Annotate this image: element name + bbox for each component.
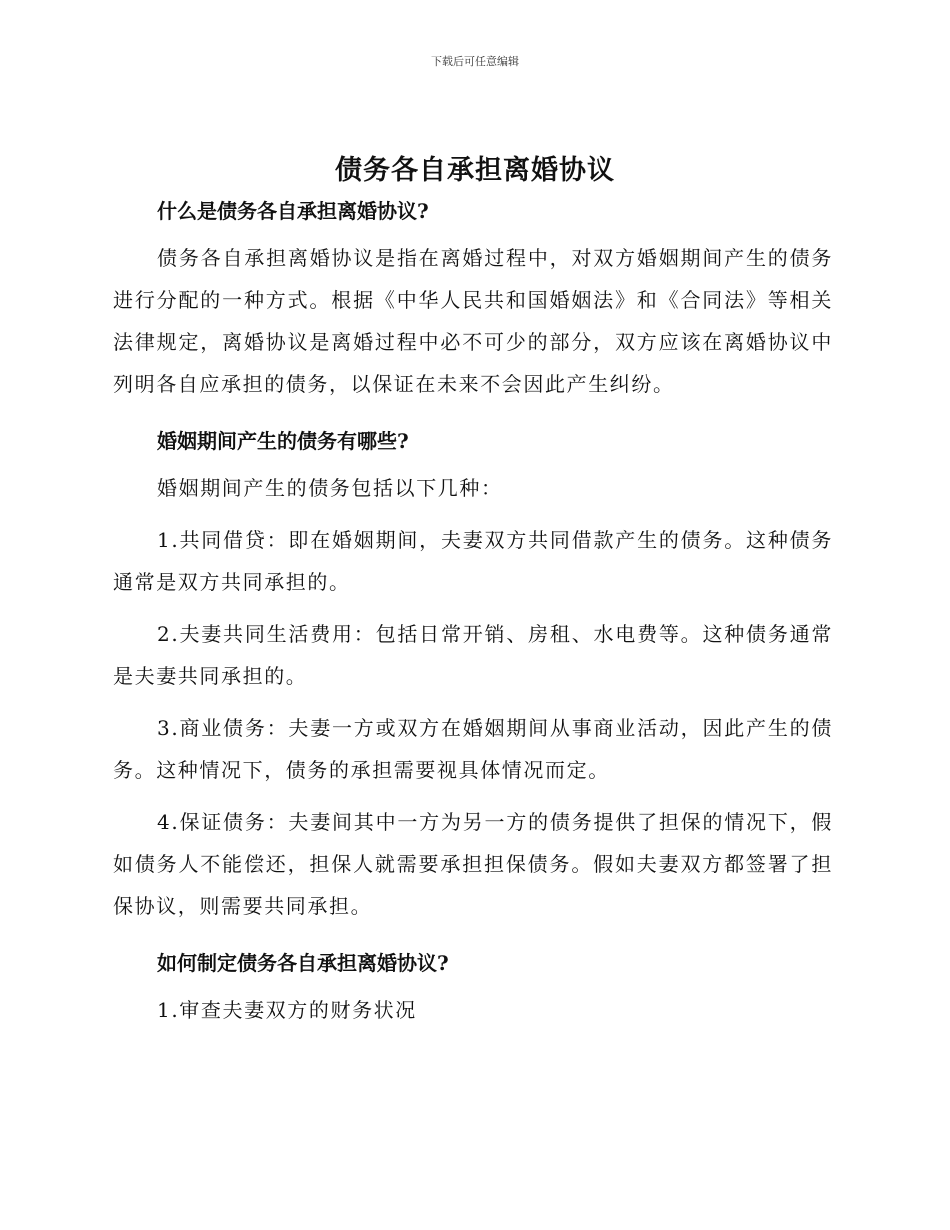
paragraph: 婚姻期间产生的债务包括以下几种： [157,476,503,500]
paragraph: 债务各自承担离婚协议是指在离婚过程中，对双方婚姻期间产生的债务进行分配的一种方式。根据《中华人民共和国婚姻法》和《合同法》等相关法律规定，离婚协议是离婚过程中必不可少的部分，双方应该在离婚协议中列明各自应承担的债务，以保证在未来不会因此产生纠纷。 [113,246,833,396]
running-header: 下载后可任意编辑 [431,55,519,68]
section-heading: 如何制定债务各自承担离婚协议? [157,951,449,975]
document-body [113,195,833,1031]
section-heading: 什么是债务各自承担离婚协议? [157,199,429,223]
list-item: 3.商业债务：夫妻一方或双方在婚姻期间从事商业活动，因此产生的债务。这种情况下，债务的承担需要视具体情况而定。 [113,716,833,782]
list-item: 1.共同借贷：即在婚姻期间，夫妻双方共同借款产生的债务。这种债务通常是双方共同承担的。 [113,528,833,594]
list-item: 4.保证债务：夫妻间其中一方为另一方的债务提供了担保的情况下，假如债务人不能偿还，担保人就需要承担担保债务。假如夫妻双方都签署了担保协议，则需要共同承担。 [113,810,833,918]
section-heading: 婚姻期间产生的债务有哪些? [157,429,409,453]
list-item: 2.夫妻共同生活费用：包括日常开销、房租、水电费等。这种债务通常是夫妻共同承担的。 [113,622,833,688]
document-title: 债务各自承担离婚协议 [335,155,615,186]
list-item: 1.审查夫妻双方的财务状况 [157,998,417,1022]
